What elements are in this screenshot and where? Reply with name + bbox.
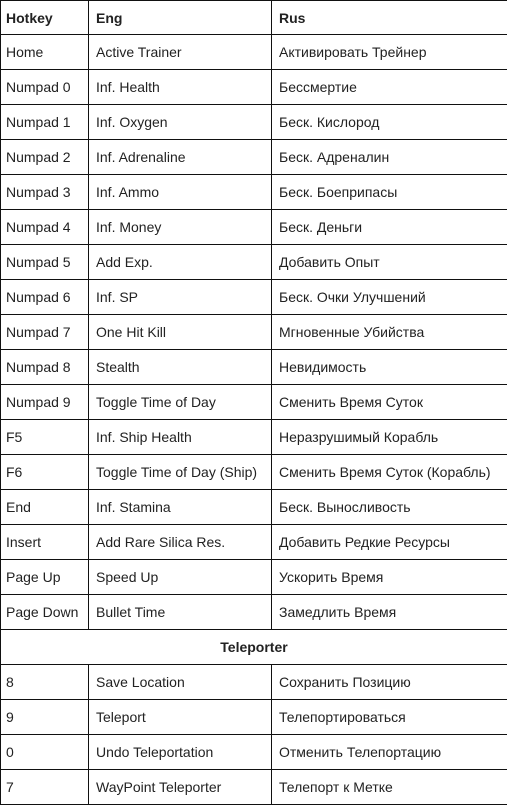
cell-hotkey: Numpad 5 <box>1 245 89 280</box>
cell-hotkey: Numpad 1 <box>1 105 89 140</box>
cell-eng: Stealth <box>89 350 272 385</box>
table-row <box>1 175 507 210</box>
cell-hotkey: End <box>1 490 89 525</box>
cell-eng: Add Exp. <box>89 245 272 280</box>
cell-hotkey: Numpad 9 <box>1 385 89 420</box>
cell-hotkey: Numpad 2 <box>1 140 89 175</box>
cell-rus: Сменить Время Суток (Корабль) <box>272 455 507 490</box>
cell-eng: Teleport <box>89 700 272 735</box>
cell-hotkey: 0 <box>1 735 89 770</box>
cell-eng: Save Location <box>89 665 272 700</box>
header-hotkey: Hotkey <box>1 1 89 35</box>
table-row <box>1 595 507 630</box>
table-row <box>1 35 507 70</box>
cell-eng: Speed Up <box>89 560 272 595</box>
table-row <box>1 280 507 315</box>
cell-rus: Беск. Очки Улучшений <box>272 280 507 315</box>
cell-hotkey: F5 <box>1 420 89 455</box>
table-row <box>1 105 507 140</box>
cell-rus: Беск. Деньги <box>272 210 507 245</box>
cell-eng: Inf. Money <box>89 210 272 245</box>
cell-hotkey: Numpad 8 <box>1 350 89 385</box>
table-row <box>1 210 507 245</box>
table-row <box>1 245 507 280</box>
cell-hotkey: Page Up <box>1 560 89 595</box>
table-row <box>1 665 507 700</box>
cell-eng: Inf. Ship Health <box>89 420 272 455</box>
table-row <box>1 385 507 420</box>
cell-eng: Toggle Time of Day <box>89 385 272 420</box>
cell-rus: Беск. Кислород <box>272 105 507 140</box>
section-row-teleporter <box>1 630 507 665</box>
table-row <box>1 490 507 525</box>
table-row <box>1 70 507 105</box>
cell-eng: WayPoint Teleporter <box>89 770 272 805</box>
table-header-row <box>1 1 507 35</box>
cell-eng: Toggle Time of Day (Ship) <box>89 455 272 490</box>
header-rus: Rus <box>272 1 507 35</box>
cell-eng: Inf. Stamina <box>89 490 272 525</box>
cell-hotkey: 8 <box>1 665 89 700</box>
table-row <box>1 420 507 455</box>
cell-hotkey: Numpad 7 <box>1 315 89 350</box>
cell-rus: Отменить Телепортацию <box>272 735 507 770</box>
cell-hotkey: Numpad 0 <box>1 70 89 105</box>
cell-eng: Undo Teleportation <box>89 735 272 770</box>
cell-rus: Сохранить Позицию <box>272 665 507 700</box>
cell-eng: Inf. Health <box>89 70 272 105</box>
table-row <box>1 140 507 175</box>
cell-rus: Ускорить Время <box>272 560 507 595</box>
header-eng: Eng <box>89 1 272 35</box>
cell-eng: One Hit Kill <box>89 315 272 350</box>
cell-hotkey: Insert <box>1 525 89 560</box>
cell-hotkey: 7 <box>1 770 89 805</box>
table-row <box>1 315 507 350</box>
table-row <box>1 525 507 560</box>
cell-hotkey: Page Down <box>1 595 89 630</box>
cell-rus: Телепортироваться <box>272 700 507 735</box>
cell-eng: Add Rare Silica Res. <box>89 525 272 560</box>
cell-hotkey: Numpad 3 <box>1 175 89 210</box>
table-row <box>1 735 507 770</box>
cell-hotkey: F6 <box>1 455 89 490</box>
cell-rus: Добавить Опыт <box>272 245 507 280</box>
cell-hotkey: Numpad 4 <box>1 210 89 245</box>
cell-rus: Телепорт к Метке <box>272 770 507 805</box>
table-row <box>1 700 507 735</box>
cell-rus: Бессмертие <box>272 70 507 105</box>
cell-rus: Невидимость <box>272 350 507 385</box>
table-row <box>1 770 507 805</box>
section-title: Teleporter <box>1 630 507 665</box>
cell-rus: Беск. Выносливость <box>272 490 507 525</box>
table-row <box>1 455 507 490</box>
cell-rus: Мгновенные Убийства <box>272 315 507 350</box>
cell-rus: Активировать Трейнер <box>272 35 507 70</box>
cell-hotkey: 9 <box>1 700 89 735</box>
cell-eng: Inf. Oxygen <box>89 105 272 140</box>
cell-rus: Сменить Время Суток <box>272 385 507 420</box>
cell-rus: Неразрушимый Корабль <box>272 420 507 455</box>
cell-hotkey: Numpad 6 <box>1 280 89 315</box>
cell-eng: Inf. SP <box>89 280 272 315</box>
cell-rus: Беск. Адреналин <box>272 140 507 175</box>
cell-eng: Inf. Ammo <box>89 175 272 210</box>
cell-eng: Inf. Adrenaline <box>89 140 272 175</box>
table-row <box>1 350 507 385</box>
main-rows <box>1 35 507 630</box>
table-row <box>1 560 507 595</box>
cell-eng: Active Trainer <box>89 35 272 70</box>
cell-rus: Добавить Редкие Ресурсы <box>272 525 507 560</box>
cell-rus: Беск. Боеприпасы <box>272 175 507 210</box>
cell-eng: Bullet Time <box>89 595 272 630</box>
cell-hotkey: Home <box>1 35 89 70</box>
cell-rus: Замедлить Время <box>272 595 507 630</box>
teleporter-rows <box>1 665 507 805</box>
